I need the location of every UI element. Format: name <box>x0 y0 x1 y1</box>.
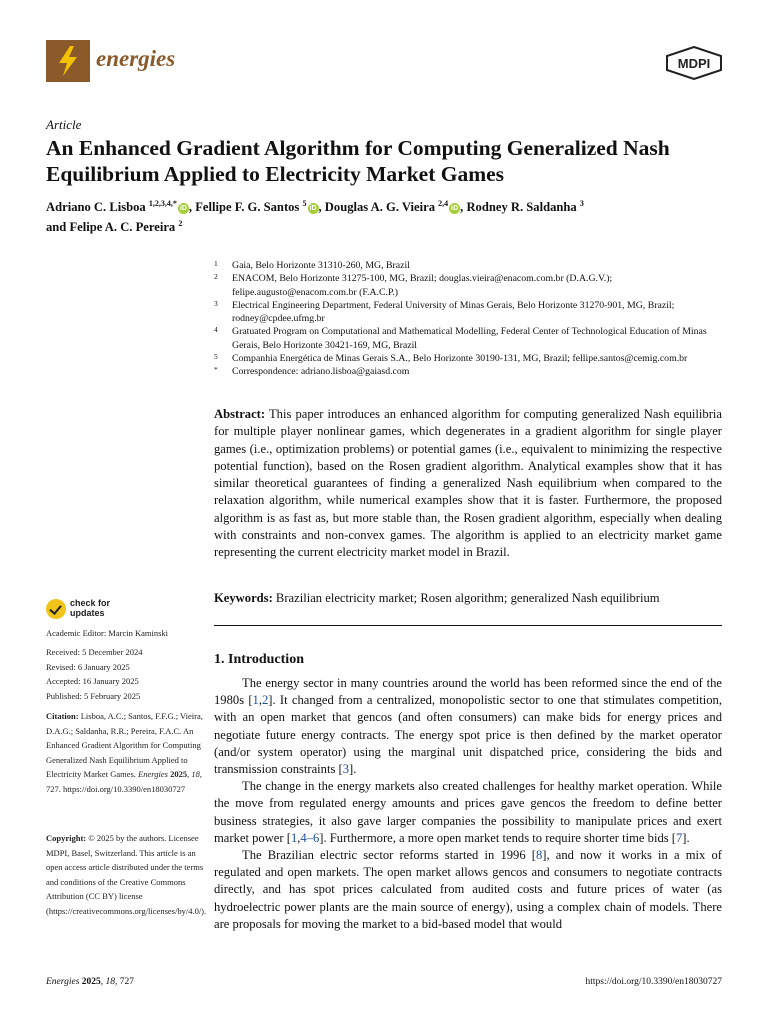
author-affiliation-sup: 2,4 <box>438 198 449 208</box>
author-affiliation-sup: 2 <box>178 218 183 228</box>
author-list: Adriano C. Lisboa $^{1,2,3,4,*}$iD , Fellipe F. G. Santos $^5$iD , Douglas A. G. Vieira $^{2,4}$iD , Rodney R. Saldanha $^3$ and Felipe A. C. Pereira $^2$ <box>46 198 584 234</box>
citation-link[interactable]: 1 <box>252 693 259 708</box>
affiliation-item: 3 Electrical Engineering Department, Federal University of Minas Gerais, Belo Horizonte 31270-901, MG, Brazil; rodney@cpdee.ufmg.br <box>214 298 675 325</box>
journal-logo-icon <box>46 40 90 82</box>
publisher-logo <box>665 46 723 80</box>
citation-link[interactable]: 4–6 <box>300 830 320 845</box>
affiliation-item: 4 Gratuated Program on Computational and Mathematical Modelling, Federal Center of Technological Education of Minas Gerais, Belo Horizonte 30421-169, MG, Brazil <box>214 325 707 351</box>
orcid-icon[interactable]: iD <box>451 205 459 212</box>
footer-citation: Energies 2025, 18, 727 <box>46 977 135 987</box>
abstract-text: This paper introduces an enhanced algorithm for computing generalized Nash equilibria for multiple player nonlinear games, which degenerates in a gradient algorithm for single player games (i.e., optimization problems) or potential games (i.e., equivalent to minimizing the respective potential function), based on the Rosen gradient algorithm. Analytical examples show that it has similar theoretical guarantees of finding a generalized Nash equilibrium when compared to the relaxation algorithm, while numerical examples show that it is faster. Furthermore, the proposed algorithm is as fast as, but more stable than, the Rosen gradient algorithm, especially when dealing with constraints and non-convex games. The algorithm is applied to an electricity market game representing the current electricity market model in Brazil. <box>214 407 722 560</box>
copyright-block: Copyright: © 2025 by the authors. Licensee MDPI, Basel, Switzerland. This article is an open access article distributed under the terms and conditions of the Creative Commons Attribution (CC BY) license (https://creativecommons.org/licenses/by/4.0/). <box>46 833 207 916</box>
svg-text:MDPI: MDPI <box>677 56 711 71</box>
publication-dates <box>46 645 206 703</box>
author-name[interactable]: Adriano C. Lisboa <box>46 200 146 214</box>
section-heading: 1. Introduction <box>214 652 304 667</box>
citation-link[interactable]: 8 <box>536 848 543 863</box>
check-icon <box>46 599 66 619</box>
accepted-date: Accepted: 16 January 2025 <box>46 676 139 686</box>
citation-link[interactable]: 7 <box>676 830 683 845</box>
orcid-icon[interactable]: iD <box>309 205 317 212</box>
paragraph: The energy sector in many countries around the world has been reformed since the end of the 1980s [1,2]. It changed from a centralized, monopolistic sector to one that stimulates competition, with an open market that gencos (and often consumers) can make bids for energy prices and negotiate future energy contracts. The energy spot price is then defined by the market operator (and/or system operator) using the marginal unit dispatched price, considering the bids and transmission constraints [3]. <box>214 676 722 777</box>
keywords <box>214 590 722 607</box>
paragraph: The change in the energy markets also created challenges for healthy market operation. While the move from regulated energy amounts and prices gave gencos the freedom to define better business strategies, it also gave larger companies the possibility to manipulate prices and exert market power [1,4–6]. Furthermore, a more open market tends to require shorter time bids [7]. <box>214 779 722 845</box>
academic-editor: Academic Editor: Marcin Kaminski <box>46 628 169 638</box>
citation-link[interactable]: 2 <box>262 693 269 708</box>
citation-link[interactable]: 3 <box>342 762 350 777</box>
correspondence: * Correspondence: adriano.lisboa@gaiasd.com <box>214 365 410 378</box>
keywords-text: Brazilian electricity market; Rosen algorithm; generalized Nash equilibrium <box>275 591 660 605</box>
affiliation-item: 2 ENACOM, Belo Horizonte 31275-100, MG, Brazil; douglas.vieira@enacom.com.br (D.A.G.V.); felipe.augusto@enacom.com.br (F.A.C.P.) <box>214 272 613 298</box>
revised-date: Revised: 6 January 2025 <box>46 661 130 672</box>
published-date: Published: 5 February 2025 <box>46 690 141 701</box>
citation-label: Citation: <box>46 711 79 721</box>
check-for-updates-button[interactable]: check for updates <box>46 597 166 621</box>
copyright-label: Copyright: <box>46 833 87 843</box>
author-affiliation-sup: 5 <box>302 198 307 208</box>
abstract-label: Abstract: <box>214 407 266 421</box>
footer-doi-link[interactable]: https://doi.org/10.3390/en18030727 <box>585 977 722 987</box>
citation-doi-link[interactable]: , 727. https://doi.org/10.3390/en18030727 <box>46 769 202 794</box>
keywords-label: Keywords: <box>214 591 273 605</box>
citation-block: Citation: Lisboa, A.C.; Santos, F.F.G.; Vieira, D.A.G.; Saldanha, R.R.; Pereira, F.A.C. An Enhanced Gradient Algorithm for Computing Generalized Nash Equilibrium Applied to Electricity Market Games. Energies 2025, 18, 727. https://doi.org/10.3390/en18030727 <box>46 711 203 794</box>
affiliations <box>214 259 734 379</box>
article-title: An Enhanced Gradient Algorithm for Computing Generalized Nash Equilibrium Applied to Electricity Market Games <box>46 136 670 186</box>
divider <box>214 625 722 626</box>
received-date: Received: 5 December 2024 <box>46 647 143 657</box>
orcid-icon[interactable]: iD <box>179 205 187 212</box>
body-text <box>214 675 722 933</box>
author-name[interactable]: Felipe A. C. Pereira <box>69 220 176 234</box>
citation-link[interactable]: 1 <box>290 830 298 845</box>
author-name[interactable]: Rodney R. Saldanha <box>466 200 577 214</box>
author-name[interactable]: Douglas A. G. Vieira <box>324 200 435 214</box>
author-name[interactable]: Fellipe F. G. Santos <box>195 200 300 214</box>
article-type: Article <box>46 117 82 132</box>
abstract <box>214 406 722 562</box>
affiliation-item: 1 Gaia, Belo Horizonte 31310-260, MG, Brazil <box>214 259 410 271</box>
author-affiliation-sup: 1,2,3,4,* <box>148 198 177 208</box>
journal-name: energies <box>96 46 176 71</box>
paragraph: The Brazilian electric sector reforms started in 1996 [8], and now it works in a mix of regulated and open markets. The open market allows gencos and consumers to negotiate contracts directly, and has spot prices calculated from audited costs and future prices of water (as hydroelectric power plants are the main source of energy), using a complex chain of models. There are proposals for moving the market to a bid-based model that would <box>214 848 722 931</box>
author-affiliation-sup: 3 <box>579 198 584 208</box>
affiliation-item: 5 Companhia Energética de Minas Gerais S.A., Belo Horizonte 30190-131, MG, Brazil; fellipe.santos@cemig.com.br <box>214 352 688 365</box>
